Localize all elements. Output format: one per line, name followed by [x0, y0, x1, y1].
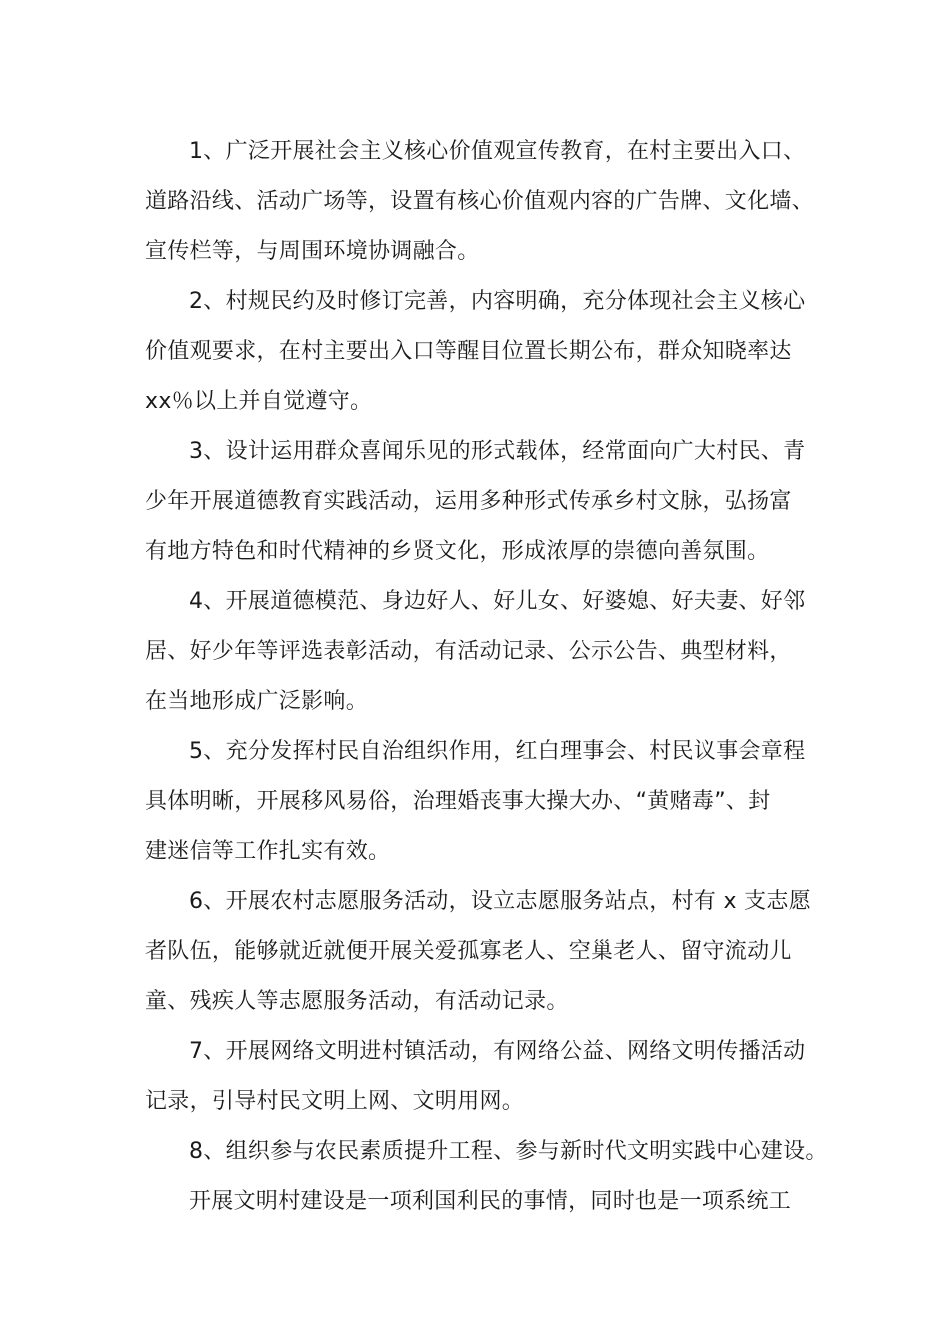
text-line: 5、充分发挥村民自治组织作用，红白理事会、村民议事会章程 — [189, 739, 806, 764]
paragraph-1 — [145, 127, 825, 277]
text-line: 童、残疾人等志愿服务活动，有活动记录。 — [145, 989, 569, 1014]
text-line: 价值观要求，在村主要出入口等醒目位置长期公布，群众知晓率达 — [145, 339, 792, 364]
text-line: 3、设计运用群众喜闻乐见的形式载体，经常面向广大村民、青 — [189, 439, 806, 464]
text-line: 8、组织参与农民素质提升工程、参与新时代文明实践中心建设。 — [189, 1139, 828, 1164]
text-line: 宣传栏等，与周围环境协调融合。 — [145, 239, 480, 264]
paragraph-3 — [145, 427, 825, 577]
paragraph-5 — [145, 727, 825, 877]
text-line: 者队伍，能够就近就便开展关爱孤寡老人、空巢老人、留守流动儿 — [145, 939, 792, 964]
document-body — [145, 127, 828, 1227]
text-line: 有地方特色和时代精神的乡贤文化，形成浓厚的崇德向善氛围。 — [145, 539, 770, 564]
text-line: 具体明晰，开展移风易俗，治理婚丧事大操大办、“黄赌毒”、封 — [145, 789, 771, 814]
paragraph-7 — [145, 1027, 825, 1127]
text-line: 1、广泛开展社会主义核心价值观宣传教育，在村主要出入口、 — [189, 139, 806, 164]
text-line: 居、好少年等评选表彰活动，有活动记录、公示公告、典型材料， — [145, 639, 792, 664]
text-line: 6、开展农村志愿服务活动，设立志愿服务站点，村有 x 支志愿 — [189, 889, 812, 914]
text-line: 开展文明村建设是一项利国利民的事情，同时也是一项系统工 — [189, 1189, 792, 1214]
text-line: 4、开展道德模范、身边好人、好儿女、好婆媳、好夫妻、好邻 — [189, 589, 806, 614]
text-line: 记录，引导村民文明上网、文明用网。 — [145, 1089, 525, 1114]
text-line: 少年开展道德教育实践活动，运用多种形式传承乡村文脉，弘扬富 — [145, 489, 792, 514]
text-line: xx％以上并自觉遵守。 — [145, 389, 373, 414]
text-line: 7、开展网络文明进村镇活动，有网络公益、网络文明传播活动 — [189, 1039, 806, 1064]
text-line: 建迷信等工作扎实有效。 — [145, 839, 391, 864]
paragraph-9 — [145, 1177, 825, 1227]
paragraph-4 — [145, 577, 825, 727]
paragraph-8 — [145, 1127, 828, 1177]
paragraph-6 — [145, 877, 825, 1027]
text-line: 2、村规民约及时修订完善，内容明确，充分体现社会主义核心 — [189, 289, 806, 314]
text-line: 道路沿线、活动广场等，设置有核心价值观内容的广告牌、文化墙、 — [145, 189, 815, 214]
text-line: 在当地形成广泛影响。 — [145, 689, 369, 714]
paragraph-2 — [145, 277, 825, 427]
